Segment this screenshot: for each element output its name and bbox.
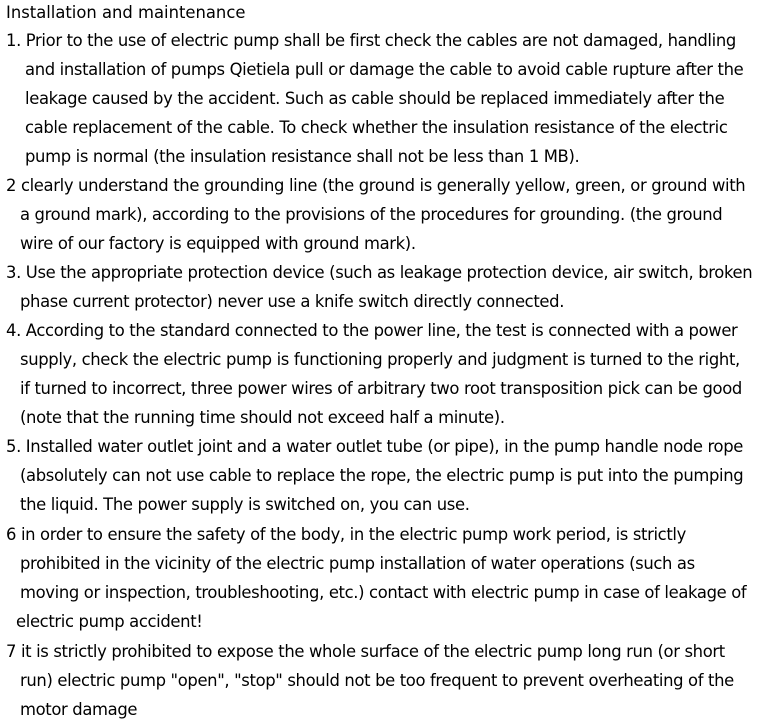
item-5-line-3: the liquid. The power supply is switched on, you can use.	[20, 495, 470, 514]
item-6-line-4: electric pump accident!	[16, 612, 203, 631]
item-6-line-3: moving or inspection, troubleshooting, etc.) contact with electric pump in case of leakage of	[20, 583, 747, 602]
item-7-line-1: 7 it is strictly prohibited to expose the whole surface of the electric pump long run (or short	[6, 642, 725, 661]
item-4-line-3: if turned to incorrect, three power wires of arbitrary two root transposition pick can be good	[20, 379, 742, 398]
item-5-line-2: (absolutely can not use cable to replace the rope, the electric pump is put into the pumping	[20, 466, 744, 485]
item-2-line-1: 2 clearly understand the grounding line (the ground is generally yellow, green, or ground with	[6, 176, 746, 195]
item-3-line-1: 3. Use the appropriate protection device (such as leakage protection device, air switch, broken	[6, 263, 753, 282]
item-3-line-2: phase current protector) never use a knife switch directly connected.	[20, 292, 565, 311]
item-1-line-2: and installation of pumps Qietiela pull or damage the cable to avoid cable rupture after the	[25, 60, 744, 79]
item-1-line-3: leakage caused by the accident. Such as cable should be replaced immediately after the	[25, 89, 725, 108]
item-7-line-3: motor damage	[20, 700, 138, 719]
item-4-line-2: supply, check the electric pump is functioning properly and judgment is turned to the right,	[20, 350, 740, 369]
document-title: Installation and maintenance	[6, 3, 246, 22]
item-5-line-1: 5. Installed water outlet joint and a water outlet tube (or pipe), in the pump handle node rope	[6, 437, 744, 456]
item-1-line-5: pump is normal (the insulation resistance shall not be less than 1 MB).	[25, 147, 580, 166]
item-2-line-2: a ground mark), according to the provisions of the procedures for grounding. (the ground	[20, 205, 723, 224]
item-6-line-1: 6 in order to ensure the safety of the body, in the electric pump work period, is strictly	[6, 525, 686, 544]
item-1-line-1: 1. Prior to the use of electric pump shall be first check the cables are not damaged, handling	[6, 31, 736, 50]
item-6-line-2: prohibited in the vicinity of the electric pump installation of water operations (such as	[20, 554, 695, 573]
item-1-line-4: cable replacement of the cable. To check whether the insulation resistance of the electric	[25, 118, 728, 137]
item-7-line-2: run) electric pump "open", "stop" should not be too frequent to prevent overheating of the	[20, 671, 734, 690]
item-4-line-1: 4. According to the standard connected to the power line, the test is connected with a power	[6, 321, 738, 340]
item-4-line-4: (note that the running time should not exceed half a minute).	[20, 408, 505, 427]
item-2-line-3: wire of our factory is equipped with ground mark).	[20, 234, 416, 253]
